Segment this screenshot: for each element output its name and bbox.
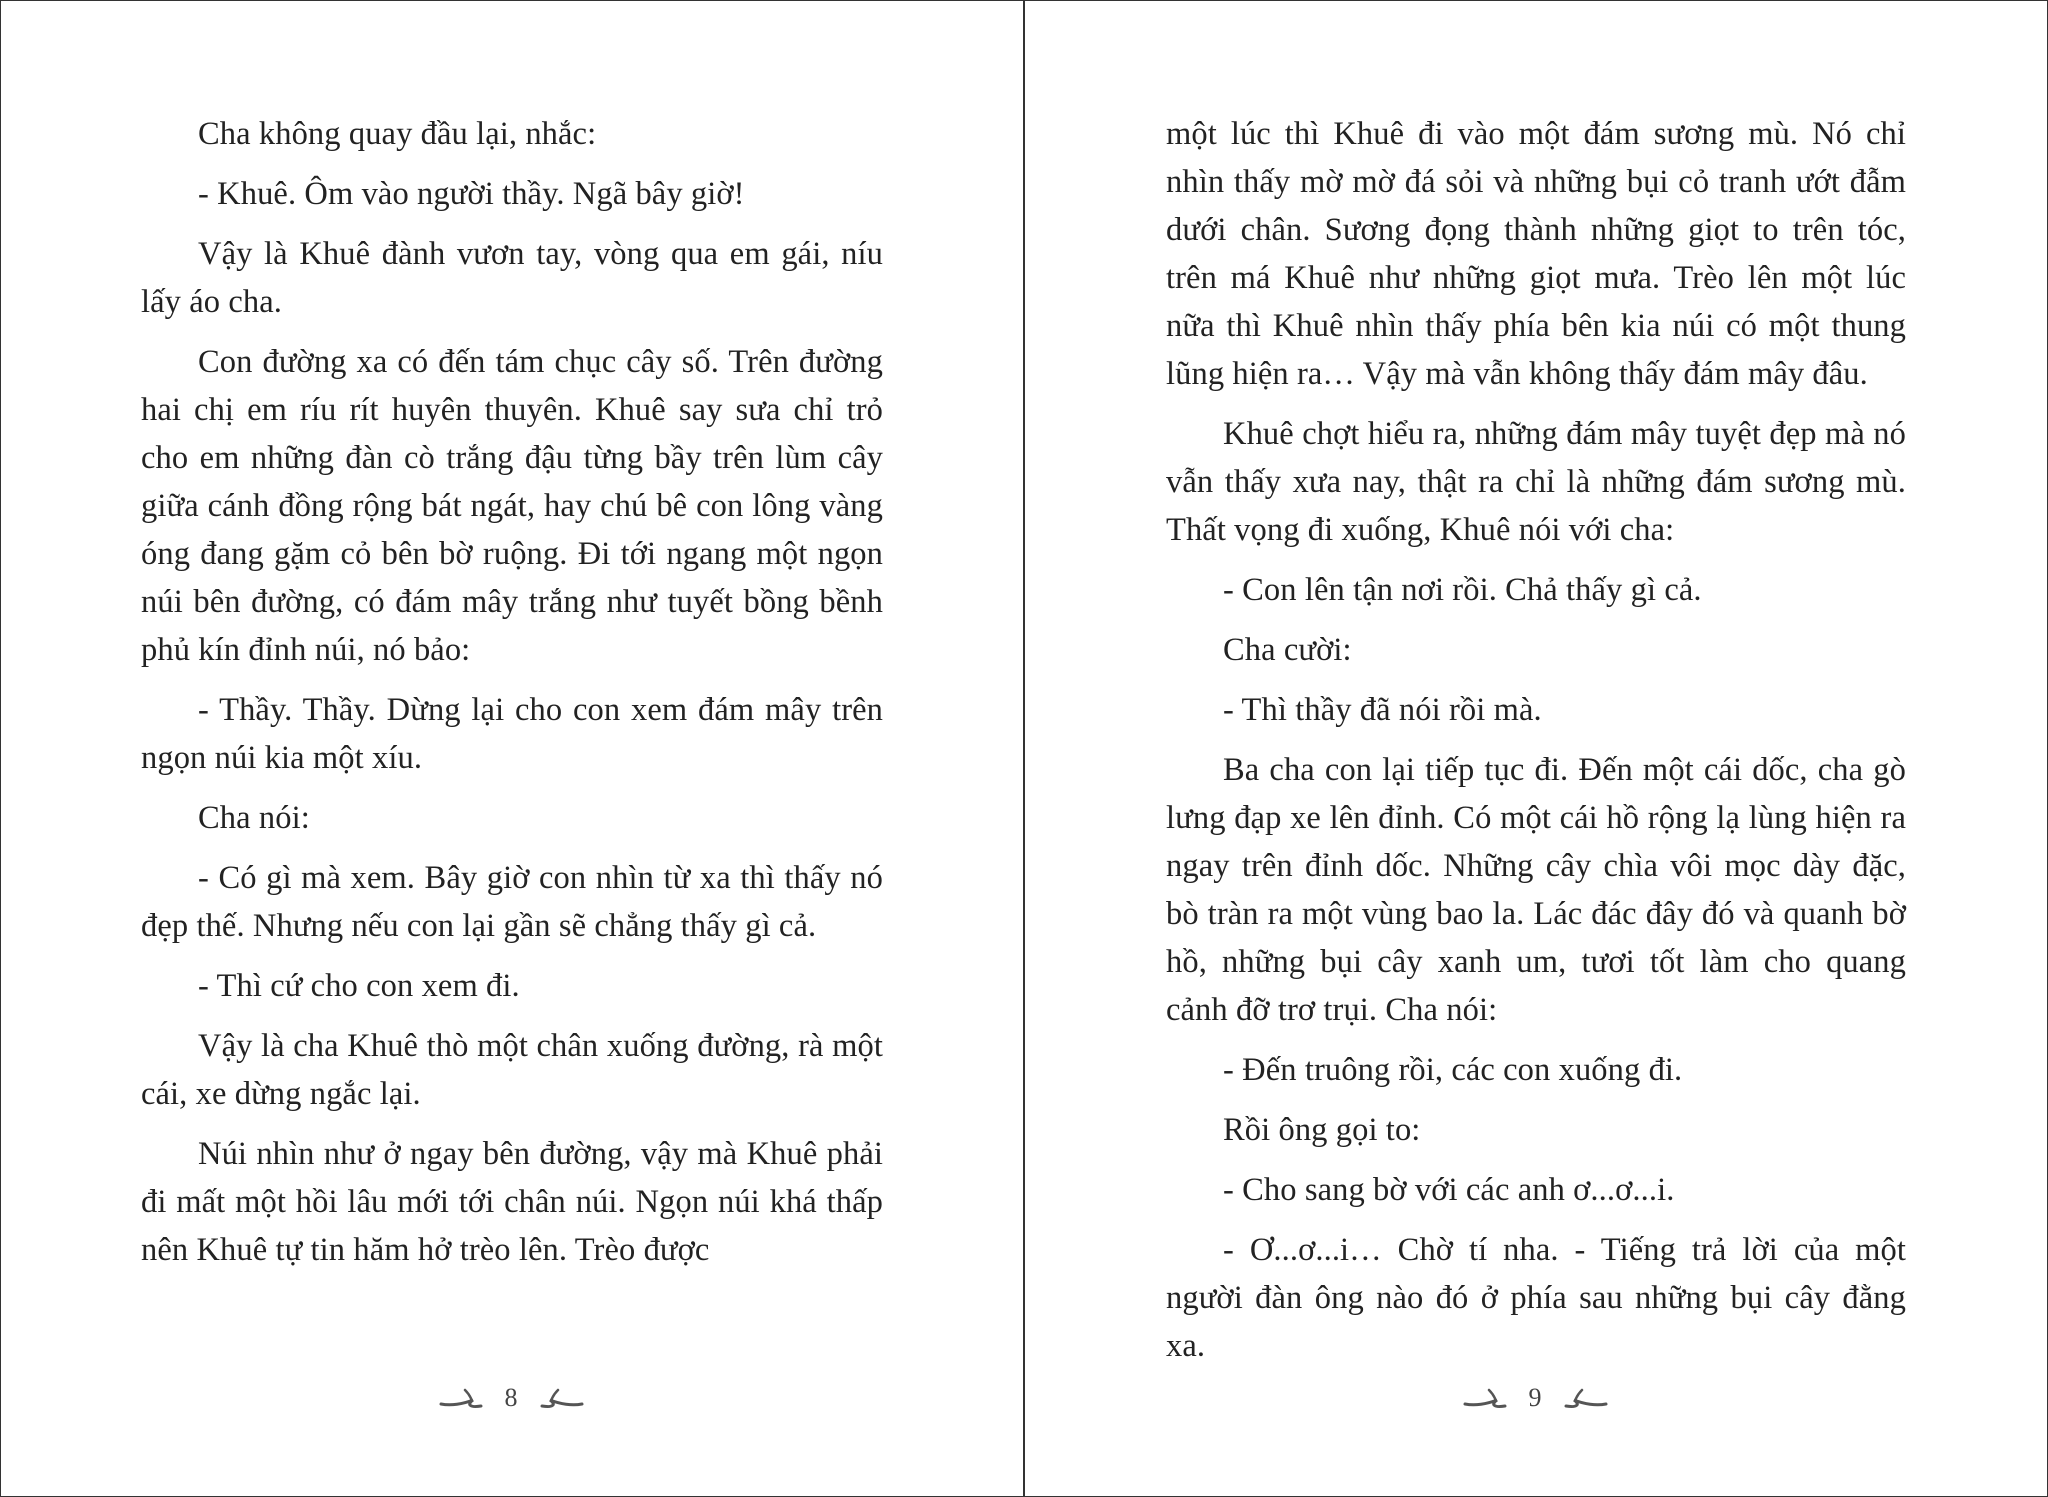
paragraph: Con đường xa có đến tám chục cây số. Trên đường hai chị em ríu rít huyên thuyên. Khuê say sưa chỉ trỏ cho em những đàn cò trắng đậu từng bầy trên lùm cây giữa cánh đồng rộng bát ngát, hay chú bê con lông vàng óng đang gặm cỏ bên bờ ruộng. Đi tới ngang một ngọn núi bên đường, có đám mây trắng như tuyết bồng bềnh phủ kín đỉnh núi, nó bảo: [141,344,883,668]
paragraph: - Khuê. Ôm vào người thầy. Ngã bây giờ! [198,176,745,212]
paragraph: - Đến truông rồi, các con xuống đi. [1223,1052,1683,1088]
page-number: 8 [504,1383,518,1412]
paragraph: - Thầy. Thầy. Dừng lại cho con xem đám mây trên ngọn núi kia một xíu. [141,692,883,776]
swash-ornament-icon [1463,1386,1507,1410]
paragraph: - Thì cứ cho con xem đi. [198,968,520,1004]
paragraph: - Thì thầy đã nói rồi mà. [1223,692,1542,728]
paragraph: một lúc thì Khuê đi vào một đám sương mù. Nó chỉ nhìn thấy mờ mờ đá sỏi và những bụi cỏ tranh ướt đẫm dưới chân. Sương đọng thành những giọt to trên tóc, trên má Khuê như những giọt mưa. Trèo lên một lúc nữa thì Khuê nhìn thấy phía bên kia núi có một thung lũng hiện ra… Vậy mà vẫn không thấy đám mây đâu. [1166,116,1906,392]
paragraph: - Có gì mà xem. Bây giờ con nhìn từ xa thì thấy nó đẹp thế. Nhưng nếu con lại gần sẽ chẳng thấy gì cả. [141,860,883,944]
paragraph: - Cho sang bờ với các anh ơ...ơ...i. [1223,1172,1675,1208]
paragraph: Khuê chợt hiểu ra, những đám mây tuyệt đẹp mà nó vẫn thấy xưa nay, thật ra chỉ là những đám sương mù. Thất vọng đi xuống, Khuê nói với cha: [1166,416,1906,548]
paragraph: - Ơ...ơ...i… Chờ tí nha. - Tiếng trả lời của một người đàn ông nào đó ở phía sau những bụi cây đằng xa. [1166,1232,1906,1364]
page-number: 9 [1528,1383,1542,1412]
paragraph: - Con lên tận nơi rồi. Chả thấy gì cả. [1223,572,1702,608]
page-number-footer [1435,1380,1635,1416]
swash-ornament-icon [439,1386,483,1410]
paragraph: Cha nói: [198,800,310,836]
page-number-footer [411,1380,611,1416]
paragraph: Vậy là cha Khuê thò một chân xuống đường, rà một cái, xe dừng ngắc lại. [141,1028,883,1112]
swash-ornament-icon [540,1386,584,1410]
page-gutter [1023,0,1025,1497]
paragraph: Ba cha con lại tiếp tục đi. Đến một cái dốc, cha gò lưng đạp xe lên đỉnh. Có một cái hồ rộng lạ lùng hiện ra ngay trên đỉnh dốc. Những cây chìa vôi mọc dày đặc, bò tràn ra một vùng bao la. Lác đác đây đó và quanh bờ hồ, những bụi cây xanh um, tươi tốt làm cho quang cảnh đỡ trơ trụi. Cha nói: [1166,752,1906,1028]
right-page [1166,110,1906,1382]
swash-ornament-icon [1564,1386,1608,1410]
paragraph: Cha không quay đầu lại, nhắc: [198,116,597,152]
paragraph: Núi nhìn như ở ngay bên đường, vậy mà Khuê phải đi mất một hồi lâu mới tới chân núi. Ngọn núi khá thấp nên Khuê tự tin hăm hở trèo lên. Trèo được [141,1136,883,1268]
paragraph: Cha cười: [1223,632,1352,668]
left-page [141,110,883,1286]
paragraph: Rồi ông gọi to: [1223,1112,1421,1148]
paragraph: Vậy là Khuê đành vươn tay, vòng qua em gái, níu lấy áo cha. [141,236,883,320]
